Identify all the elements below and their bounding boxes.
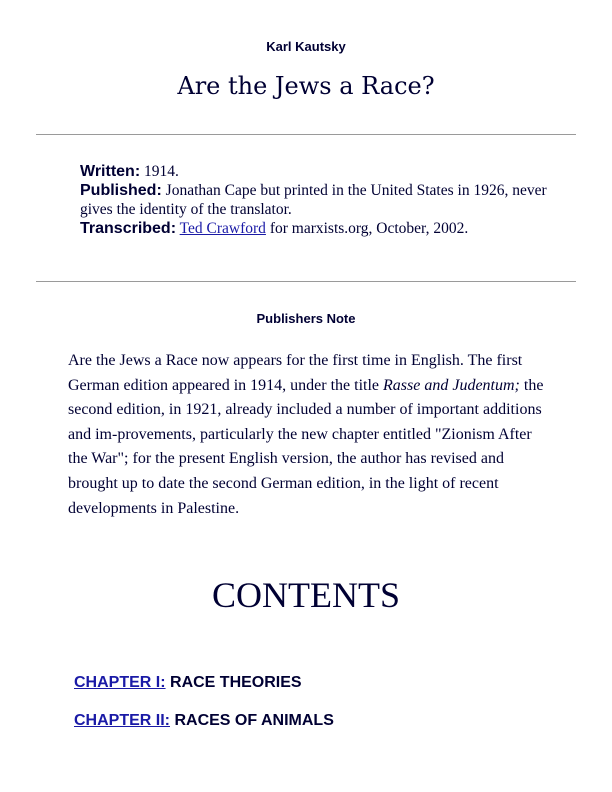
publishers-note-body: [68, 349, 548, 521]
transcribed-line: [80, 219, 550, 238]
page-title: Are the Jews a Race?: [177, 72, 435, 100]
written-label: Written:: [80, 163, 141, 180]
chapter-1-link[interactable]: CHAPTER I:: [74, 674, 166, 691]
publishers-note-heading: Publishers Note: [256, 311, 356, 326]
note-text-part-1: Are the Jews a Race now appears for the first time in English. The first German edition appeared in 1914, under the title: [68, 352, 523, 394]
chapter-2-link[interactable]: CHAPTER II:: [74, 712, 170, 729]
note-book-title: Rasse and Judentum;: [383, 376, 520, 394]
transcriber-link[interactable]: Ted Crawford: [179, 220, 266, 237]
transcribed-label: Transcribed:: [80, 220, 177, 237]
published-value: Jonathan Cape but printed in the United States in 1926, never gives the identity of the translator.: [80, 182, 547, 218]
written-line: [80, 162, 550, 181]
published-line: [80, 181, 550, 219]
published-label: Published:: [80, 182, 162, 199]
toc-entry-chapter-1: [74, 674, 302, 692]
toc-entry-chapter-2: [74, 712, 334, 730]
top-divider: [36, 134, 576, 135]
author-name: Karl Kautsky: [266, 39, 346, 54]
note-text-part-2: the second edition, in 1921, already included a number of important additions and im-provements, particularly the new chapter entitled "Zionism After the War"; for the present English version, the author has revised and brought up to date the second German edition, in the light of recent developments in Palestine.: [68, 376, 544, 517]
written-value: 1914.: [144, 163, 179, 180]
transcribed-value: for marxists.org, October, 2002.: [269, 220, 469, 237]
bottom-divider: [36, 281, 576, 282]
chapter-2-title: RACES OF ANIMALS: [174, 712, 334, 729]
chapter-1-title: RACE THEORIES: [170, 674, 302, 691]
publication-info: [80, 162, 550, 238]
contents-heading: CONTENTS: [212, 575, 400, 615]
